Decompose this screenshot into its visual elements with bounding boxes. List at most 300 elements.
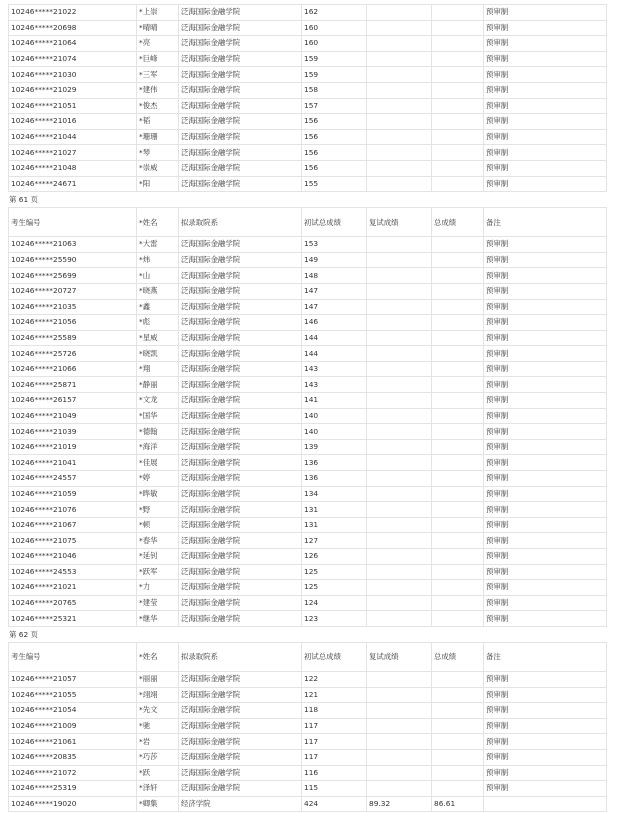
column-header: 拟录取院系 [179, 642, 302, 671]
table-cell: 121 [302, 687, 367, 703]
table-row [9, 718, 607, 734]
table-cell: 134 [302, 486, 367, 502]
table-cell: 147 [302, 299, 367, 315]
table-cell [367, 51, 432, 67]
table-cell: 127 [302, 533, 367, 549]
table-row [9, 564, 607, 580]
table-cell [367, 20, 432, 36]
table-cell: 泛海国际金融学院 [179, 408, 302, 424]
table-cell [432, 98, 484, 114]
table-cell: 预审制 [484, 237, 607, 253]
table-cell: *先文 [137, 703, 179, 719]
table-cell [432, 533, 484, 549]
table-cell [432, 252, 484, 268]
table-cell [367, 268, 432, 284]
table-cell: 117 [302, 749, 367, 765]
table-cell: 预审制 [484, 82, 607, 98]
table-cell: 泛海国际金融学院 [179, 439, 302, 455]
table-cell: 泛海国际金融学院 [179, 455, 302, 471]
table-row [9, 346, 607, 362]
table-cell: 117 [302, 734, 367, 750]
page-number-label: 第 61 页 [9, 195, 38, 205]
table-cell: 泛海国际金融学院 [179, 687, 302, 703]
table-cell: 预审制 [484, 439, 607, 455]
table-cell [432, 749, 484, 765]
table-cell: 泛海国际金融学院 [179, 393, 302, 409]
table-cell [367, 393, 432, 409]
table-cell: 126 [302, 549, 367, 565]
table-cell: 156 [302, 160, 367, 176]
table-cell: 泛海国际金融学院 [179, 703, 302, 719]
table-cell [367, 424, 432, 440]
table-cell: 泛海国际金融学院 [179, 114, 302, 130]
table-cell: 泛海国际金融学院 [179, 129, 302, 145]
table-cell [367, 734, 432, 750]
table-cell: 泛海国际金融学院 [179, 781, 302, 797]
table-cell: 预审制 [484, 734, 607, 750]
table-cell: 泛海国际金融学院 [179, 145, 302, 161]
table-cell: 预审制 [484, 315, 607, 331]
table-cell: 泛海国际金融学院 [179, 252, 302, 268]
table-cell: 预审制 [484, 160, 607, 176]
table-cell: 424 [302, 796, 367, 812]
table-cell: *跃 [137, 765, 179, 781]
table-cell: 预审制 [484, 486, 607, 502]
table-cell: 140 [302, 424, 367, 440]
table-cell [432, 330, 484, 346]
table-cell: 149 [302, 252, 367, 268]
table-cell: *建伟 [137, 82, 179, 98]
column-header: 复试成绩 [367, 642, 432, 671]
page-number-label: 第 62 页 [9, 629, 38, 639]
table-cell: 10246*****21022 [9, 5, 137, 21]
table-cell: 泛海国际金融学院 [179, 5, 302, 21]
table-cell: 156 [302, 114, 367, 130]
table-cell: 泛海国际金融学院 [179, 98, 302, 114]
table-cell: 143 [302, 377, 367, 393]
table-row [9, 533, 607, 549]
table-cell: 10246*****24671 [9, 176, 137, 192]
table-row [9, 455, 607, 471]
column-header: *姓名 [137, 208, 179, 237]
table-row [9, 471, 607, 487]
table-row [9, 283, 607, 299]
table-cell [367, 114, 432, 130]
table-cell: 预审制 [484, 455, 607, 471]
column-header: 初试总成绩 [302, 642, 367, 671]
table-cell: 泛海国际金融学院 [179, 533, 302, 549]
table-cell: *海洋 [137, 439, 179, 455]
table-cell: 预审制 [484, 67, 607, 83]
column-header: 拟录取院系 [179, 208, 302, 237]
table-cell: 147 [302, 283, 367, 299]
admission-table [8, 207, 607, 627]
table-cell: *亮 [137, 36, 179, 52]
table-cell: 124 [302, 595, 367, 611]
table-cell: *翊翊 [137, 687, 179, 703]
table-cell: 预审制 [484, 176, 607, 192]
table-cell: 10246*****21044 [9, 129, 137, 145]
table-row [9, 611, 607, 627]
table-cell: 泛海国际金融学院 [179, 20, 302, 36]
table-cell [432, 129, 484, 145]
table-cell: 泛海国际金融学院 [179, 580, 302, 596]
table-cell: 10246*****25321 [9, 611, 137, 627]
table-cell [367, 237, 432, 253]
table-cell [432, 5, 484, 21]
table-cell: 10246*****20835 [9, 749, 137, 765]
table-cell [432, 734, 484, 750]
table-cell [367, 5, 432, 21]
table-cell [367, 564, 432, 580]
table-cell: 泛海国际金融学院 [179, 486, 302, 502]
table-cell: 泛海国际金融学院 [179, 283, 302, 299]
table-cell [432, 299, 484, 315]
table-cell: 预审制 [484, 718, 607, 734]
column-header: *姓名 [137, 642, 179, 671]
table-cell: 10246*****25871 [9, 377, 137, 393]
table-cell: 预审制 [484, 36, 607, 52]
table-cell: 10246*****21035 [9, 299, 137, 315]
table-cell: 10246*****21066 [9, 361, 137, 377]
table-cell: *星威 [137, 330, 179, 346]
table-cell [367, 533, 432, 549]
column-header: 考生编号 [9, 642, 137, 671]
table-cell: 预审制 [484, 424, 607, 440]
table-cell: *巧莎 [137, 749, 179, 765]
table-cell: 10246*****24557 [9, 471, 137, 487]
table-cell: *巨峰 [137, 51, 179, 67]
table-row [9, 237, 607, 253]
table-cell: 122 [302, 671, 367, 687]
table-cell [432, 455, 484, 471]
table-cell: *泽轩 [137, 781, 179, 797]
table-cell: 159 [302, 67, 367, 83]
table-cell: *珊珊 [137, 129, 179, 145]
table-cell [367, 67, 432, 83]
table-cell [367, 765, 432, 781]
column-header: 备注 [484, 642, 607, 671]
column-header: 总成绩 [432, 208, 484, 237]
table-cell: 泛海国际金融学院 [179, 160, 302, 176]
table-cell: 预审制 [484, 471, 607, 487]
table-cell [432, 564, 484, 580]
table-cell [432, 160, 484, 176]
admission-table [8, 4, 607, 192]
document-page [8, 4, 606, 812]
table-cell [432, 268, 484, 284]
table-row [9, 330, 607, 346]
table-cell: 预审制 [484, 703, 607, 719]
table-cell: *晔敏 [137, 486, 179, 502]
table-cell: 10246*****19020 [9, 796, 137, 812]
table-cell: 预审制 [484, 283, 607, 299]
table-row [9, 549, 607, 565]
table-cell [432, 377, 484, 393]
table-cell: 10246*****21027 [9, 145, 137, 161]
table-cell: 89.32 [367, 796, 432, 812]
table-cell: 139 [302, 439, 367, 455]
table-cell: 预审制 [484, 671, 607, 687]
table-cell: 预审制 [484, 595, 607, 611]
table-row [9, 98, 607, 114]
table-cell: 泛海国际金融学院 [179, 517, 302, 533]
table-cell: 泛海国际金融学院 [179, 315, 302, 331]
table-cell: *上崇 [137, 5, 179, 21]
table-cell: 10246*****21041 [9, 455, 137, 471]
table-cell: *佳展 [137, 455, 179, 471]
table-cell: 10246*****21063 [9, 237, 137, 253]
table-cell [432, 145, 484, 161]
table-cell: 预审制 [484, 252, 607, 268]
table-cell [432, 36, 484, 52]
table-cell: 156 [302, 129, 367, 145]
table-cell: 泛海国际金融学院 [179, 549, 302, 565]
table-cell [367, 299, 432, 315]
table-cell: *韬 [137, 114, 179, 130]
table-cell: 10246*****21054 [9, 703, 137, 719]
table-row [9, 268, 607, 284]
table-cell: 泛海国际金融学院 [179, 51, 302, 67]
table-cell [367, 98, 432, 114]
table-row [9, 502, 607, 518]
table-cell: 预审制 [484, 98, 607, 114]
table-row [9, 595, 607, 611]
table-cell: 泛海国际金融学院 [179, 611, 302, 627]
table-cell: *炜 [137, 252, 179, 268]
table-cell: 116 [302, 765, 367, 781]
table-cell [432, 471, 484, 487]
table-row [9, 67, 607, 83]
table-cell [367, 160, 432, 176]
table-cell: 131 [302, 502, 367, 518]
table-cell [432, 687, 484, 703]
table-cell [432, 486, 484, 502]
table-cell: 泛海国际金融学院 [179, 671, 302, 687]
table-cell [367, 145, 432, 161]
table-cell [367, 439, 432, 455]
table-cell [367, 549, 432, 565]
table-cell: 10246*****21057 [9, 671, 137, 687]
table-row [9, 424, 607, 440]
table-cell [367, 377, 432, 393]
table-cell [367, 502, 432, 518]
table-cell: 泛海国际金融学院 [179, 749, 302, 765]
table-cell: 148 [302, 268, 367, 284]
table-cell: 10246*****21051 [9, 98, 137, 114]
table-cell: 泛海国际金融学院 [179, 361, 302, 377]
table-cell: 预审制 [484, 361, 607, 377]
table-cell: *静丽 [137, 377, 179, 393]
table-cell: 泛海国际金融学院 [179, 346, 302, 362]
table-cell: 10246*****26157 [9, 393, 137, 409]
table-cell [432, 67, 484, 83]
table-row [9, 51, 607, 67]
table-row [9, 299, 607, 315]
table-cell: 10246*****21072 [9, 765, 137, 781]
table-cell: 10246*****21019 [9, 439, 137, 455]
table-cell [367, 486, 432, 502]
table-cell: *琴 [137, 145, 179, 161]
table-cell: *晓凯 [137, 346, 179, 362]
table-cell: 预审制 [484, 51, 607, 67]
table-cell: 泛海国际金融学院 [179, 765, 302, 781]
table-cell: *跃军 [137, 564, 179, 580]
table-cell: 预审制 [484, 377, 607, 393]
table-cell [432, 549, 484, 565]
table-cell [432, 361, 484, 377]
table-row [9, 781, 607, 797]
table-cell: 10246*****21016 [9, 114, 137, 130]
table-cell [367, 283, 432, 299]
table-cell: *顿 [137, 517, 179, 533]
table-cell: 123 [302, 611, 367, 627]
table-cell [432, 781, 484, 797]
table-cell: 159 [302, 51, 367, 67]
table-cell: 10246*****21074 [9, 51, 137, 67]
table-row [9, 765, 607, 781]
table-cell: 泛海国际金融学院 [179, 299, 302, 315]
table-row [9, 176, 607, 192]
table-cell [432, 315, 484, 331]
table-cell: 泛海国际金融学院 [179, 237, 302, 253]
table-cell [367, 517, 432, 533]
table-cell: 10246*****21039 [9, 424, 137, 440]
table-cell: 157 [302, 98, 367, 114]
table-cell [432, 703, 484, 719]
table-cell: *俊杰 [137, 98, 179, 114]
table-cell [367, 687, 432, 703]
table-cell: *德翰 [137, 424, 179, 440]
table-cell: 10246*****21056 [9, 315, 137, 331]
table-cell: 10246*****21067 [9, 517, 137, 533]
table-row [9, 580, 607, 596]
table-cell: 泛海国际金融学院 [179, 595, 302, 611]
table-cell: 155 [302, 176, 367, 192]
table-cell: *丽丽 [137, 671, 179, 687]
table-cell: 10246*****25726 [9, 346, 137, 362]
table-cell: 160 [302, 36, 367, 52]
table-cell: 143 [302, 361, 367, 377]
table-row [9, 361, 607, 377]
table-cell: 泛海国际金融学院 [179, 424, 302, 440]
table-cell: 预审制 [484, 749, 607, 765]
table-row [9, 408, 607, 424]
table-cell [484, 796, 607, 812]
table-cell: 泛海国际金融学院 [179, 471, 302, 487]
table-cell: 115 [302, 781, 367, 797]
table-cell: 10246*****21048 [9, 160, 137, 176]
table-cell: 118 [302, 703, 367, 719]
table-cell: 10246*****20727 [9, 283, 137, 299]
table-cell: 144 [302, 346, 367, 362]
table-row [9, 687, 607, 703]
table-cell [367, 580, 432, 596]
table-cell: 10246*****21059 [9, 486, 137, 502]
table-cell: 158 [302, 82, 367, 98]
table-cell: 10246*****21076 [9, 502, 137, 518]
table-cell: 预审制 [484, 346, 607, 362]
table-cell [367, 408, 432, 424]
table-cell [432, 393, 484, 409]
table-row [9, 439, 607, 455]
column-header: 考生编号 [9, 208, 137, 237]
table-cell: 136 [302, 455, 367, 471]
table-cell: 预审制 [484, 687, 607, 703]
table-cell: 预审制 [484, 765, 607, 781]
admission-table [8, 642, 607, 812]
table-cell: 预审制 [484, 502, 607, 518]
table-row [9, 20, 607, 36]
table-cell: 预审制 [484, 393, 607, 409]
table-cell [367, 361, 432, 377]
table-cell: *山 [137, 268, 179, 284]
table-cell: 预审制 [484, 564, 607, 580]
table-cell: 10246*****21029 [9, 82, 137, 98]
table-cell: 预审制 [484, 20, 607, 36]
table-cell: *三军 [137, 67, 179, 83]
table-cell: 预审制 [484, 611, 607, 627]
table-cell: *彪 [137, 315, 179, 331]
table-cell: 泛海国际金融学院 [179, 67, 302, 83]
table-cell: 泛海国际金融学院 [179, 268, 302, 284]
table-cell: 125 [302, 564, 367, 580]
table-cell: *建莹 [137, 595, 179, 611]
table-row [9, 315, 607, 331]
table-cell: 10246*****21061 [9, 734, 137, 750]
table-cell [432, 718, 484, 734]
table-row [9, 252, 607, 268]
table-cell [367, 346, 432, 362]
table-cell: 经济学院 [179, 796, 302, 812]
table-cell [432, 765, 484, 781]
table-cell [367, 315, 432, 331]
table-cell: 156 [302, 145, 367, 161]
table-cell: 泛海国际金融学院 [179, 502, 302, 518]
table-cell: 预审制 [484, 299, 607, 315]
table-cell [432, 82, 484, 98]
table-row [9, 145, 607, 161]
table-cell [367, 252, 432, 268]
table-cell: 预审制 [484, 129, 607, 145]
table-cell [432, 595, 484, 611]
table-row [9, 671, 607, 687]
table-row [9, 749, 607, 765]
table-cell: *野 [137, 502, 179, 518]
table-cell [432, 517, 484, 533]
table-cell: *卿集 [137, 796, 179, 812]
table-cell: 160 [302, 20, 367, 36]
table-cell: 预审制 [484, 114, 607, 130]
table-cell: *岩 [137, 734, 179, 750]
table-row [9, 703, 607, 719]
table-cell [432, 237, 484, 253]
table-row [9, 486, 607, 502]
table-cell: 泛海国际金融学院 [179, 377, 302, 393]
table-cell: 泛海国际金融学院 [179, 734, 302, 750]
table-cell: 10246*****21049 [9, 408, 137, 424]
table-cell: 10246*****21055 [9, 687, 137, 703]
table-cell: *晴晴 [137, 20, 179, 36]
table-cell: 预审制 [484, 580, 607, 596]
table-cell: *驰 [137, 718, 179, 734]
table-cell: *国华 [137, 408, 179, 424]
table-cell [432, 439, 484, 455]
table-cell [367, 471, 432, 487]
table-cell [367, 703, 432, 719]
table-cell [367, 611, 432, 627]
table-cell: 10246*****20765 [9, 595, 137, 611]
